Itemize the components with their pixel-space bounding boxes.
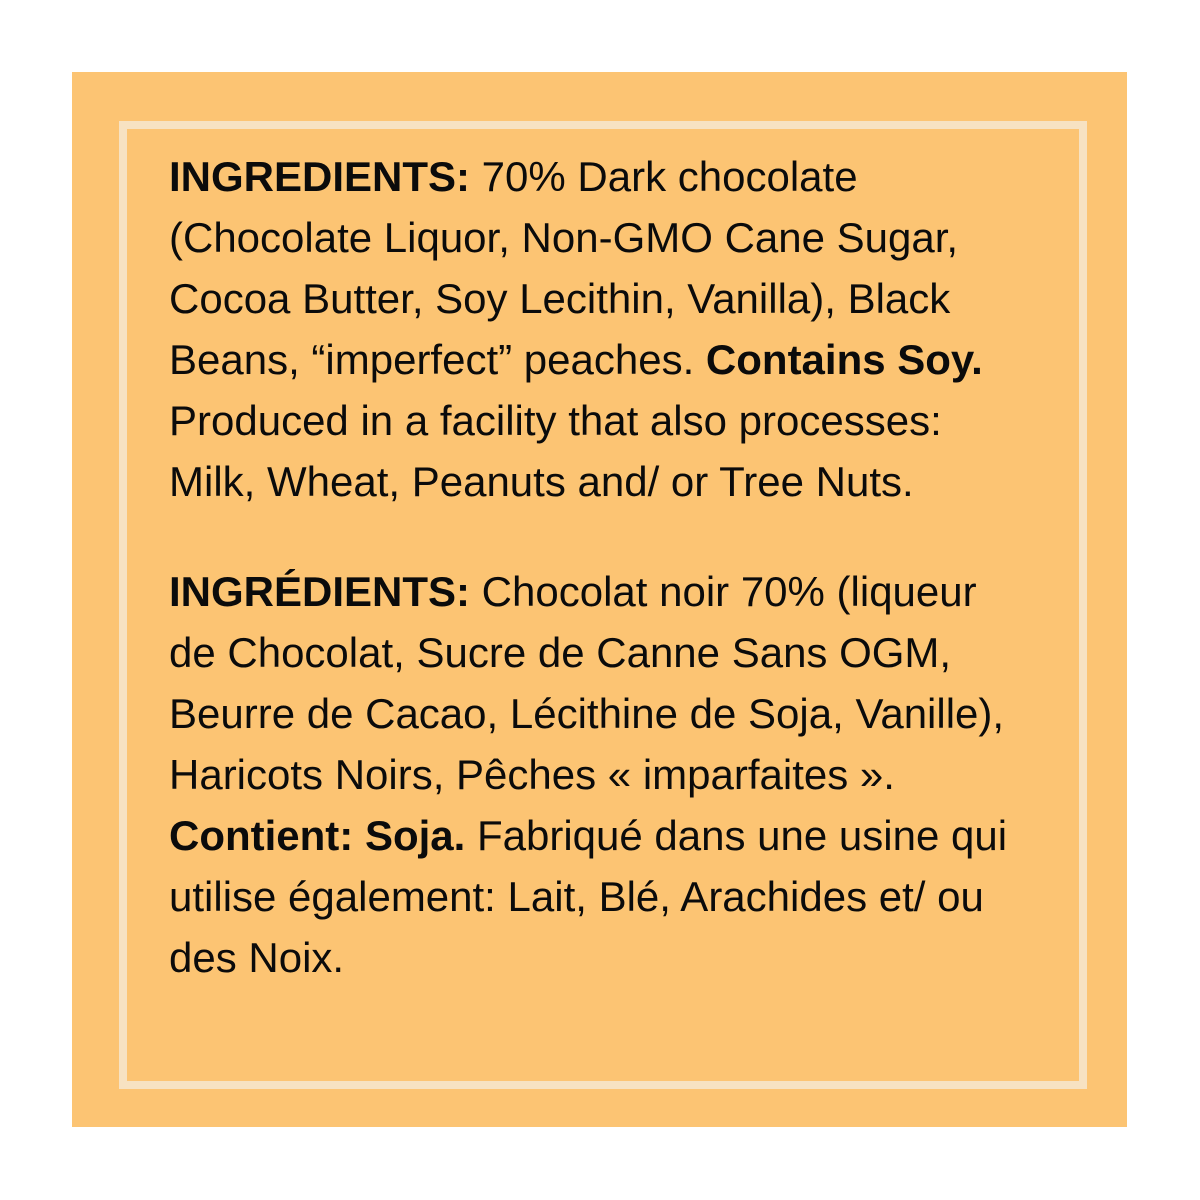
french-ingredients-list: Chocolat noir 70% (liqueur de Chocolat, Sucre de Canne Sans OGM, Beurre de Cacao, Lécithine de Soja, Vanille), Haricots Noirs, Pêches « imparfaites ». [169, 568, 1005, 798]
ingredients-paragraph-french [169, 561, 1031, 988]
ingredients-paragraph-english [169, 146, 1031, 512]
french-contains-statement: Contient: Soja. [169, 812, 466, 859]
french-ingredients-heading: INGRÉDIENTS: [169, 568, 471, 615]
english-ingredients-list: 70% Dark chocolate (Chocolate Liquor, Non-GMO Cane Sugar, Cocoa Butter, Soy Lecithin, Vanilla), Black Beans, “imperfect” peaches. [169, 153, 959, 383]
english-contains-statement: Contains Soy. [705, 336, 983, 383]
label-text-block [169, 146, 1031, 988]
english-facility-statement: Produced in a facility that also processes: Milk, Wheat, Peanuts and/ or Tree Nuts. [169, 397, 942, 505]
english-ingredients-heading: INGREDIENTS: [169, 153, 471, 200]
french-facility-statement: Fabriqué dans une usine qui utilise également: Lait, Blé, Arachides et/ ou des Noix. [169, 812, 1008, 981]
decorative-inner-border [119, 121, 1087, 1089]
ingredient-label-panel [72, 72, 1127, 1127]
